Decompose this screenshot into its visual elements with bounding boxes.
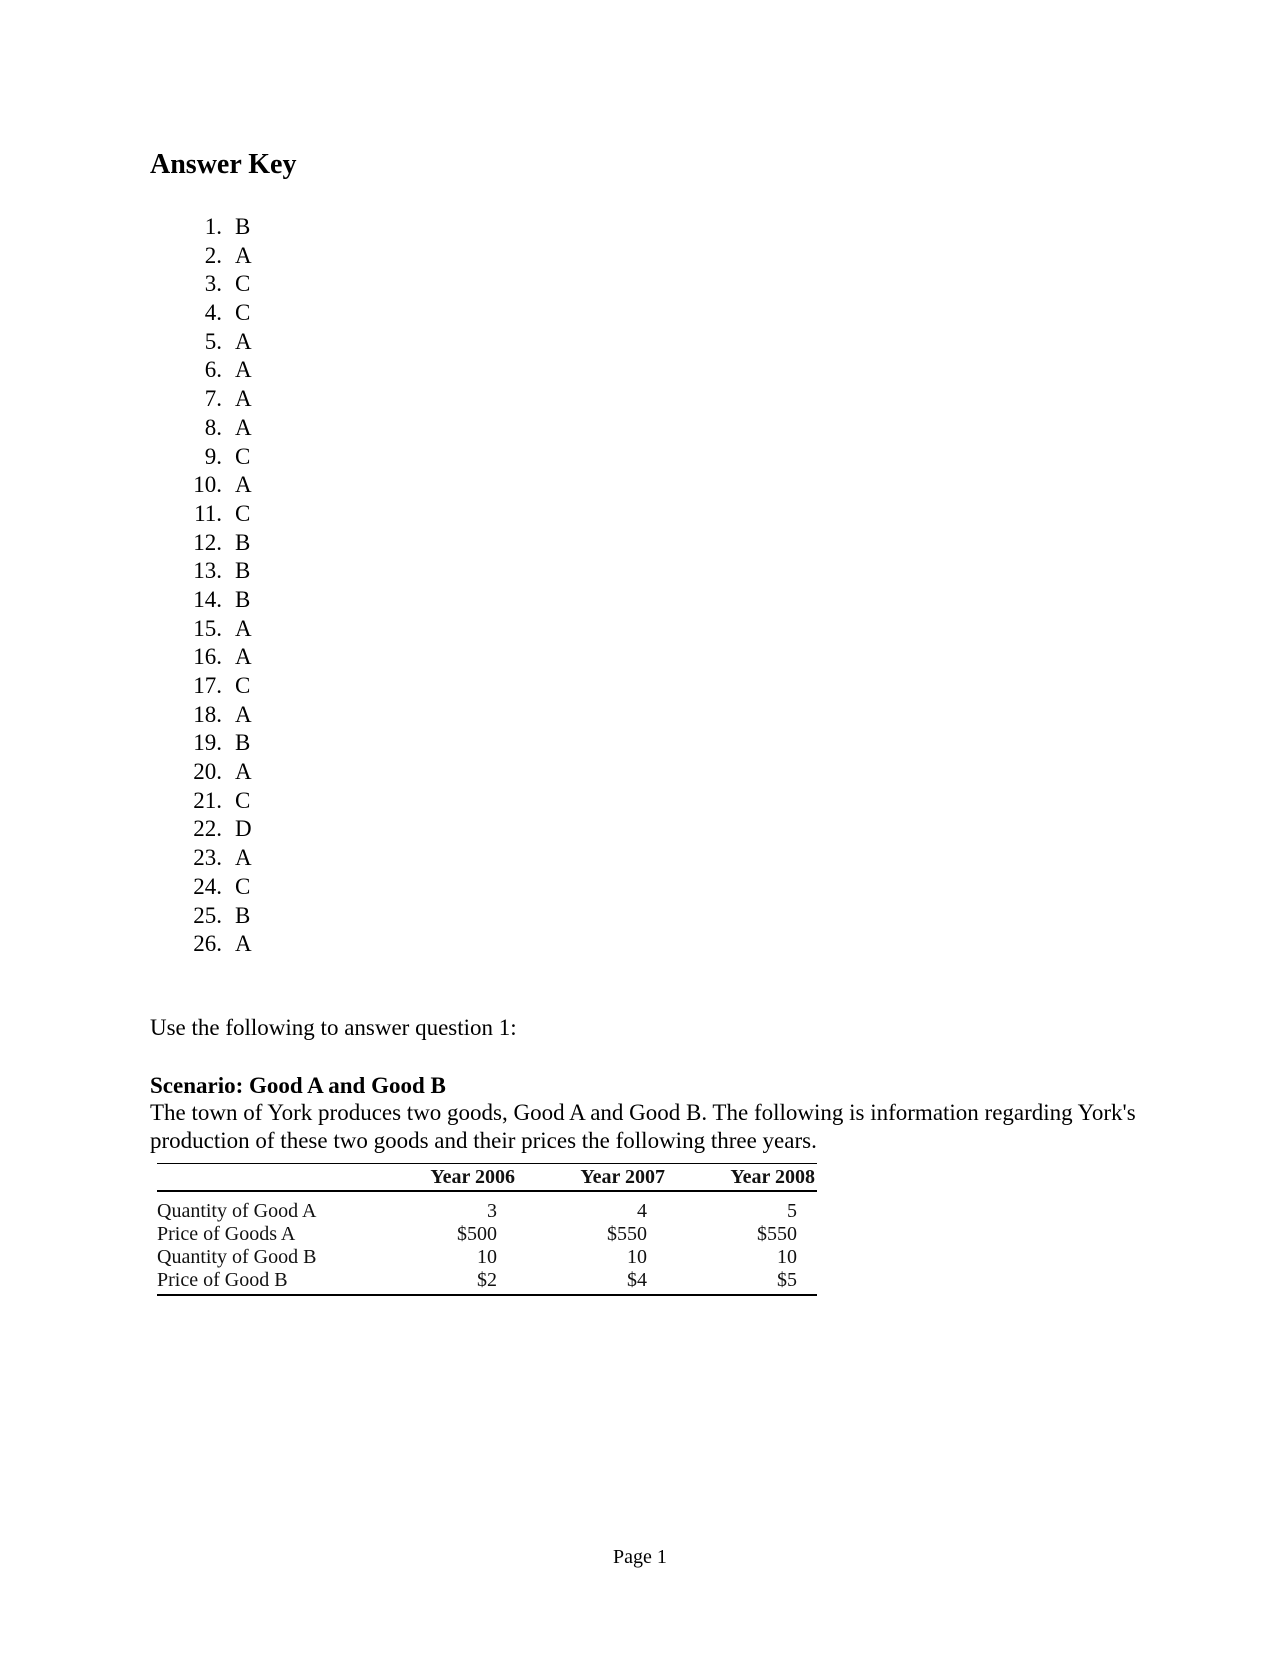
answer-item — [150, 213, 252, 242]
table-row — [157, 1246, 817, 1269]
answer-list — [150, 213, 252, 959]
answer-number: 7. — [204, 386, 222, 412]
answer-number: 23. — [193, 845, 222, 871]
answer-number: 18. — [193, 701, 222, 727]
answer-item — [150, 902, 252, 931]
answer-letter: C — [235, 787, 251, 813]
production-price-table — [157, 1163, 817, 1296]
answer-letter: A — [235, 701, 252, 727]
answer-item — [150, 873, 252, 902]
answer-letter: B — [235, 730, 251, 756]
answer-letter: B — [235, 558, 251, 584]
answer-letter: A — [235, 644, 252, 670]
answer-letter: B — [235, 586, 251, 612]
table-cell: 10 — [627, 1246, 647, 1268]
answer-number: 1. — [204, 214, 222, 239]
answer-letter: A — [235, 845, 252, 871]
answer-letter: A — [235, 472, 252, 498]
answer-number: 24. — [193, 873, 222, 899]
answer-letter: C — [235, 500, 251, 526]
answer-item — [150, 643, 252, 672]
answer-letter: B — [235, 214, 251, 239]
answer-number: 8. — [204, 414, 222, 440]
table-cell: $4 — [517, 1269, 667, 1295]
table-cell: 10 — [777, 1246, 797, 1268]
answer-letter: A — [235, 759, 252, 785]
answer-letter: A — [235, 931, 252, 957]
answer-number: 11. — [194, 500, 222, 526]
answer-item — [150, 471, 252, 500]
answer-item — [150, 844, 252, 873]
answer-letter: C — [235, 300, 251, 326]
answer-letter: A — [235, 242, 252, 268]
answer-item — [150, 385, 252, 414]
table-cell: $550 — [757, 1223, 797, 1245]
answer-number: 15. — [193, 615, 222, 641]
answer-item — [150, 529, 252, 558]
table-row-label: Quantity of Good B — [157, 1246, 317, 1268]
table-header-year-2008: Year 2008 — [667, 1164, 817, 1192]
answer-letter: C — [235, 271, 251, 297]
table-row — [157, 1200, 817, 1223]
answer-item — [150, 328, 252, 357]
answer-item — [150, 414, 252, 443]
answer-item — [150, 299, 252, 328]
table-header-row — [157, 1164, 817, 1192]
scenario-description: The town of York produces two goods, Good A and Good B. The following is information regarding York's production of these two goods and their prices the following three years. — [150, 1100, 1136, 1153]
answer-letter: A — [235, 386, 252, 412]
answer-number: 12. — [193, 529, 222, 555]
table-header-year-2007: Year 2007 — [517, 1164, 667, 1192]
answer-letter: A — [235, 328, 252, 354]
answer-item — [150, 787, 252, 816]
answer-item — [150, 758, 252, 787]
answer-number: 22. — [193, 816, 222, 842]
table-cell: 5 — [787, 1200, 797, 1222]
table-cell: $5 — [667, 1269, 817, 1295]
answer-letter: C — [235, 673, 251, 698]
table-cell: $550 — [607, 1223, 647, 1245]
answer-item — [150, 672, 252, 701]
scenario-title: Scenario: Good A and Good B — [150, 1073, 446, 1098]
table-cell: 4 — [637, 1200, 647, 1222]
answer-item — [150, 701, 252, 730]
answer-item — [150, 729, 252, 758]
answer-item — [150, 586, 252, 615]
table-row-label: Quantity of Good A — [157, 1200, 317, 1222]
answer-number: 10. — [193, 472, 222, 498]
answer-number: 14. — [193, 586, 222, 612]
answer-letter: C — [235, 873, 251, 899]
answer-number: 20. — [193, 759, 222, 785]
answer-number: 9. — [204, 443, 222, 469]
answer-number: 2. — [204, 242, 222, 268]
table-row-label: Price of Goods A — [157, 1223, 296, 1245]
table-cell: 10 — [477, 1246, 497, 1268]
page-title: Answer Key — [150, 149, 297, 180]
answer-item — [150, 242, 252, 271]
table-cell: 3 — [487, 1200, 497, 1222]
answer-item — [150, 270, 252, 299]
answer-letter: A — [235, 615, 252, 641]
answer-letter: B — [235, 902, 251, 928]
answer-number: 25. — [193, 902, 222, 928]
question-lead-text: Use the following to answer question 1: — [150, 1015, 517, 1040]
answer-number: 13. — [193, 558, 222, 584]
table-spacer-row — [157, 1191, 817, 1200]
answer-number: 19. — [193, 730, 222, 756]
answer-item — [150, 615, 252, 644]
table-cell: $500 — [457, 1223, 497, 1245]
answer-letter: D — [235, 816, 252, 842]
answer-item — [150, 557, 252, 586]
answer-item — [150, 930, 252, 959]
answer-item — [150, 356, 252, 385]
answer-letter: A — [235, 357, 252, 383]
answer-number: 16. — [193, 644, 222, 670]
table-row — [157, 1223, 817, 1246]
answer-letter: C — [235, 443, 251, 469]
answer-item — [150, 815, 252, 844]
table-row — [157, 1269, 817, 1295]
answer-number: 6. — [204, 357, 222, 383]
table-header-year-2006: Year 2006 — [367, 1164, 517, 1192]
page-number: Page 1 — [613, 1546, 667, 1568]
answer-letter: A — [235, 414, 252, 440]
answer-letter: B — [235, 529, 251, 555]
answer-number: 4. — [204, 300, 222, 326]
answer-number: 26. — [193, 931, 222, 957]
answer-number: 3. — [204, 271, 222, 297]
answer-item — [150, 443, 252, 472]
answer-number: 17. — [193, 673, 222, 698]
table-row-label: Price of Good B — [157, 1269, 367, 1295]
answer-number: 21. — [193, 787, 222, 813]
answer-number: 5. — [204, 328, 222, 354]
table-header-blank — [157, 1164, 367, 1192]
table-cell: $2 — [367, 1269, 517, 1295]
answer-item — [150, 500, 252, 529]
